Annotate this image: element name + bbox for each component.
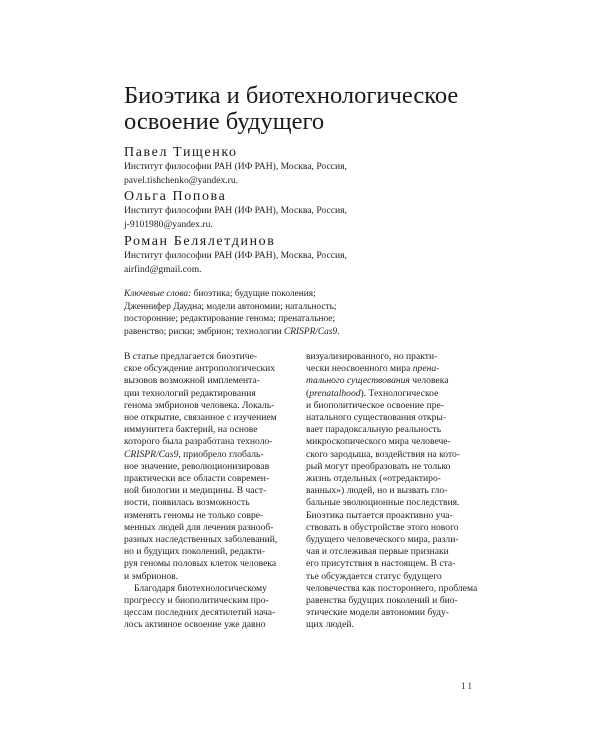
body-line: ное открытие, связанное с изучением: [124, 412, 277, 424]
body-line: [306, 363, 472, 375]
body-line: изменять геномы не только совре-: [124, 509, 264, 521]
author-affiliation: Институт философии РАН (ИФ РАН), Москва, Россия,: [124, 250, 347, 261]
body-line: ции технологий редактирования: [124, 387, 256, 399]
keywords-line: посторонние; редактирование генома; пренатальное;: [124, 314, 336, 325]
body-italic: prenatalhood: [309, 387, 361, 399]
body-line: разных наследственных заболеваний,: [124, 534, 278, 546]
body-italic: CRISPR/Cas9: [124, 448, 179, 460]
body-text: чески неосвоенного мира: [306, 363, 413, 375]
body-line: жизнь отдельных («отредактиро-: [306, 473, 441, 485]
body-line: ствовать в обустройстве этого нового: [306, 521, 459, 533]
body-line: ванных») людей, но и вызвать гло-: [306, 485, 448, 497]
body-line: практически все области современ-: [124, 473, 270, 485]
body-line: В статье предлагается биоэтиче-: [124, 351, 258, 362]
body-line: лось активное освоение уже давно: [124, 619, 266, 631]
body-line: Биоэтика пытается проактивно уча-: [306, 509, 453, 521]
body-line: менных людей для лечения разнооб-: [124, 521, 274, 533]
body-line: его присутствия в настоящем. В ста-: [306, 558, 456, 570]
author-block: [124, 189, 464, 231]
body-column-right: [306, 351, 478, 632]
body-line: визуализированного, но практи-: [306, 351, 438, 362]
author-email: pavel.tishchenko@yandex.ru.: [124, 174, 239, 186]
author-name: Павел Тищенко: [124, 145, 238, 160]
title-line-2: освоение будущего: [124, 108, 325, 135]
body-line: ское обсуждение антропологических: [124, 363, 276, 375]
author-block: [124, 234, 464, 276]
body-italic: тального существования: [306, 375, 410, 387]
author-email: j-9101980@yandex.ru.: [124, 218, 213, 230]
body-line: ное значение, революционизировав: [124, 460, 270, 472]
body-line: ной биологии и медицины. В част-: [124, 485, 267, 497]
body-column-left: [124, 351, 290, 632]
body-line: человечества как постороннего, проблема: [306, 582, 478, 594]
keywords-text: биоэтика; будущие поколения;: [191, 289, 316, 299]
author-affiliation: Институт философии РАН (ИФ РАН), Москва, Россия,: [124, 161, 347, 172]
body-line: бальные эволюционные последствия.: [306, 497, 460, 509]
body-text: ). Технологическое: [360, 387, 439, 399]
author-affiliation: Институт философии РАН (ИФ РАН), Москва, Россия,: [124, 205, 347, 216]
author-name: Ольга Попова: [124, 189, 227, 204]
body-line: равенства будущих поколений и био-: [306, 595, 458, 607]
author-email: airfind@gmail.com.: [124, 263, 202, 275]
body-line: и эмбрионов.: [124, 570, 179, 582]
title-line-1: Биоэтика и биотехнологическое: [124, 82, 459, 109]
body-text: (: [306, 387, 310, 399]
keywords-label: Ключевые слова:: [124, 289, 192, 299]
body-line: генома эмбрионов человека. Локаль-: [124, 399, 275, 411]
body-line: Благодаря биотехнологическому: [134, 582, 267, 594]
body-line: щих людей.: [306, 619, 354, 631]
body-text: , приобрело глобаль-: [178, 448, 264, 460]
body-line: чая и отслеживая первые признаки: [306, 546, 449, 558]
body-line: [306, 375, 472, 387]
page-number: 11: [461, 682, 475, 692]
keywords-end: .: [337, 326, 340, 337]
body-line: тье обсуждается статус будущего: [306, 570, 442, 582]
keywords-line: [124, 326, 384, 339]
body-line: [124, 449, 290, 461]
body-line: но и будущих поколений, редакти-: [124, 546, 266, 558]
body-line: будущего человеческого мира, разли-: [306, 534, 459, 546]
body-line: ского зародыша, воздействия на кото-: [306, 448, 461, 460]
body-line: рый могут преобразовать не только: [306, 460, 451, 472]
keywords-line: Дженнифер Даудна; модели автономии; натальность;: [124, 301, 337, 312]
article-title: [124, 83, 484, 135]
body-line: которого была разработана техноло-: [124, 436, 273, 448]
author-block: [124, 145, 464, 187]
body-line: вает парадоксальную реальность: [306, 424, 442, 436]
body-text: человека: [409, 375, 449, 387]
body-line: и биополитическое освоение пре-: [306, 399, 444, 411]
body-line: цессам последних десятилетий нача-: [124, 607, 276, 619]
body-italic: прена-: [412, 363, 440, 375]
keywords-line: [124, 288, 384, 301]
body-line: вызовов возможной имплемента-: [124, 375, 260, 387]
body-line: [306, 388, 472, 400]
keywords-text: равенство; риски; эмбрион; технологии: [124, 326, 285, 337]
body-line: ности, появилась возможность: [124, 497, 250, 509]
body-line: этические модели автономии буду-: [306, 607, 450, 619]
author-name: Роман Белялетдинов: [124, 234, 276, 249]
keywords-block: [124, 288, 384, 338]
body-line: микроскопического мира человече-: [306, 436, 451, 448]
body-line: натального существования откры-: [306, 412, 447, 424]
keywords-tech-italic: CRISPR/Cas9: [284, 326, 338, 337]
body-line: иммунитета бактерий, на основе: [124, 424, 258, 436]
body-line: руя геномы половых клеток человека: [124, 558, 277, 570]
body-line: прогрессу и биополитическим про-: [124, 595, 269, 607]
